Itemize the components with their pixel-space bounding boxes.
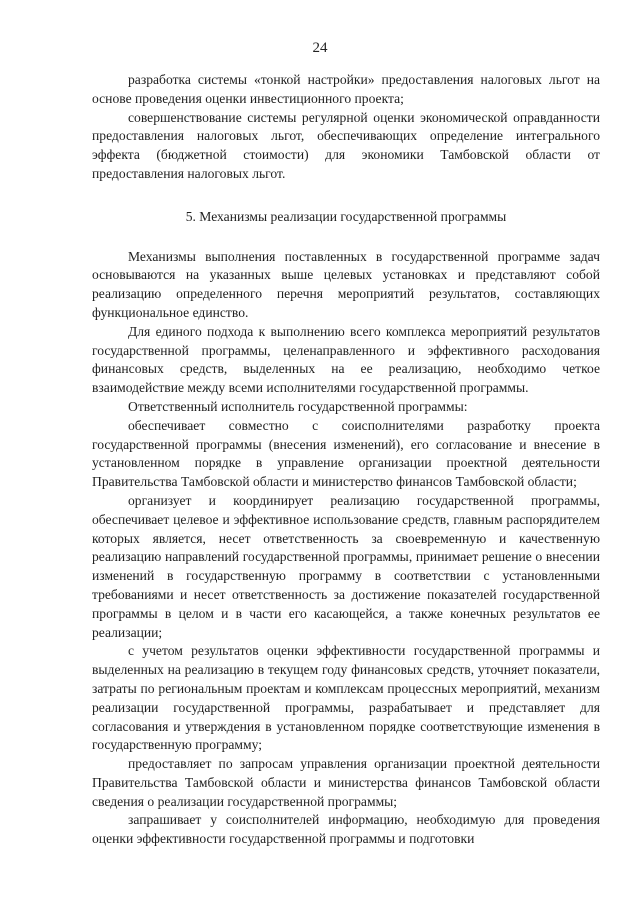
paragraph: Ответственный исполнитель государственной программы: xyxy=(128,398,468,414)
paragraph: Для единого подхода к выполнению всего комплекса мероприятий результатов государственной программы, целенаправленного и эффективного расходования финансовых средств, выделенных на ее реализацию, необходимо четкое взаимодействие между всеми исполнителями государственной программы. xyxy=(92,323,600,396)
paragraph: разработка системы «тонкой настройки» предоставления налоговых льгот на основе проведения оценки инвестиционного проекта; xyxy=(92,72,600,106)
paragraph: запрашивает у соисполнителей информацию, необходимую для проведения оценки эффективности государственной программы и подготовки xyxy=(92,812,600,847)
paragraph: организует и координирует реализацию государственной программы, обеспечивает целевое и эффективное использование средств, главным распорядителем которых является, несет ответственность за своевременную и качественную реализацию направлений государственной программы, принимает решение о внесении изменений в государственную программу в соответствии с установленными требованиями и несет ответственность за достижение показателей государственной программы в целом и в части его касающейся, а также конечных результатов ее реализации; xyxy=(92,492,600,640)
paragraph: с учетом результатов оценки эффективности государственной программы и выделенных на реализацию в текущем году финансовых средств, уточняет показатели, затраты по региональным проектам и комплексам процессных мероприятий, механизм реализации государственной программы, разрабатывает и представляет для согласования и утверждения в установленном порядке соответствующие изменения в государственную программу; xyxy=(92,643,600,753)
section-heading: 5. Механизмы реализации государственной программы xyxy=(185,208,507,224)
paragraph: совершенствование системы регулярной оценки экономической оправданности предоставления налоговых льгот, обеспечивающих определение интегрального эффекта (бюджетной стоимости) для экономики Тамбовской области от предоставления налоговых льгот. xyxy=(92,109,600,181)
document-body xyxy=(92,71,600,849)
paragraph: Механизмы выполнения поставленных в государственной программе задач основываются на указанных выше целевых установках и представляют собой реализацию определенного перечня мероприятий результатов, составляющих функциональное единство. xyxy=(92,248,600,320)
page-number: 24 xyxy=(312,40,328,56)
paragraph: предоставляет по запросам управления организации проектной деятельности Правительства Тамбовской области и министерства финансов Тамбовской области сведения о реализации государственной программы; xyxy=(92,756,600,809)
paragraph: обеспечивает совместно с соисполнителями разработку проекта государственной программы (внесения изменений), его согласование и внесение в установленном порядке в управление организации проектной деятельности Правительства Тамбовской области и министерство финансов Тамбовской области; xyxy=(92,417,600,490)
